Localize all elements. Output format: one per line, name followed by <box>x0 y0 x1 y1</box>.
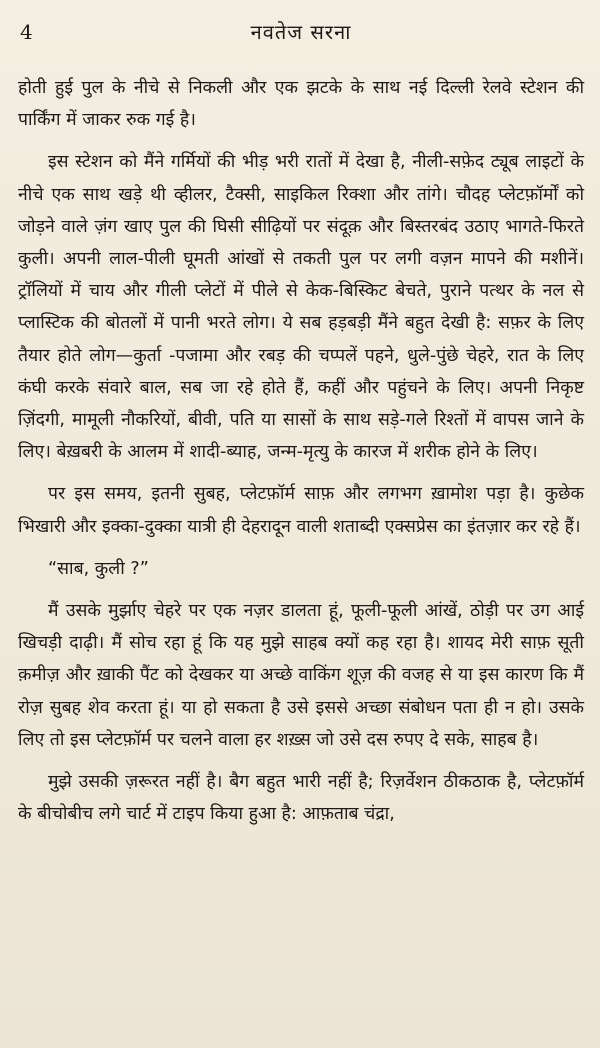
paragraph-3: पर इस समय, इतनी सुबह, प्लेटफ़ॉर्म साफ़ और लगभग ख़ामोश पड़ा है। कुछेक भिखारी और इक्का-दुक्का यात्री ही देहरादून वाली शताब्दी एक्सप्रेस का इंतज़ार कर रहे हैं। <box>18 484 584 537</box>
body-text <box>18 72 584 830</box>
paragraph-6: मुझे उसकी ज़रूरत नहीं है। बैग बहुत भारी नहीं है; रिज़र्वेशन ठीकठाक है, प्लेटफ़ॉर्म के बीचोबीच लगे चार्ट में टाइप किया हुआ है: आफ़ताब चंद्रा, <box>18 772 584 825</box>
paragraph-1: होती हुई पुल के नीचे से निकली और एक झटके के साथ नई दिल्ली रेलवे स्टेशन की पार्किंग में जाकर रुक गई है। <box>18 78 584 131</box>
running-head <box>18 0 584 72</box>
paragraph-2: इस स्टेशन को मैंने गर्मियों की भीड़ भरी रातों में देखा है, नीली-सफ़ेद ट्यूब लाइटों के नीचे एक साथ खड़े थी व्हीलर, टैक्सी, साइकिल रिक्शा और तांगे। चौदह प्लेटफ़ॉर्मों को जोड़ने वाले ज़ंग खाए पुल की घिसी सीढ़ियों पर संदूक़ और बिस्तरबंद उठाए भागते-फिरते कुली। अपनी लाल-पीली घूमती आंखों से तकती पुल पर लगी वज़न मापने की मशीनें। ट्रॉलियों में चाय और गीली प्लेटों में पीले से केक-बिस्किट बेचते, पुराने पत्थर के नल से प्लास्टिक की बोतलों में पानी भरते लोग। ये सब हड़बड़ी मैंने बहुत देखी है: सफ़र के लिए तैयार होते लोग—कुर्ता -पजामा और रबड़ की चप्पलें पहने, धुले-पुंछे चेहरे, रात के लिए कंघी करके संवारे बाल, सब जा रहे होते हैं, कहीं और पहुंचने के लिए। अपनी निकृष्ट ज़िंदगी, मामूली नौकरियों, बीवी, पति या सासों के साथ सड़े-गले रिश्तों में वापस जाने के लिए। बेख़बरी के आलम में शादी-ब्याह, जन्म-मृत्यु के कारज में शरीक होने के लिए। <box>18 152 584 463</box>
running-title: नवतेज सरना <box>250 20 352 44</box>
paragraph-5: मैं उसके मुर्झाए चेहरे पर एक नज़र डालता हूं, फूली-फूली आंखें, ठोड़ी पर उग आई खिचड़ी दाढ़ी। मैं सोच रहा हूं कि यह मुझे साहब क्यों कह रहा है। शायद मेरी साफ़ सूती क़मीज़ और ख़ाकी पैंट को देखकर या अच्छे वाकिंग शूज़ की वजह से या इस कारण कि मैं रोज़ सुबह शेव करता हूं। या हो सकता है उसे इससे अच्छा संबोधन पता ही न हो। उसके लिए तो इस प्लेटफ़ॉर्म पर चलने वाला हर शख़्स जो उसे दस रुपए दे सके, साहब है। <box>18 601 584 750</box>
paragraph-4: “साब, कुली ?” <box>48 558 149 579</box>
page-number: 4 <box>20 20 33 44</box>
